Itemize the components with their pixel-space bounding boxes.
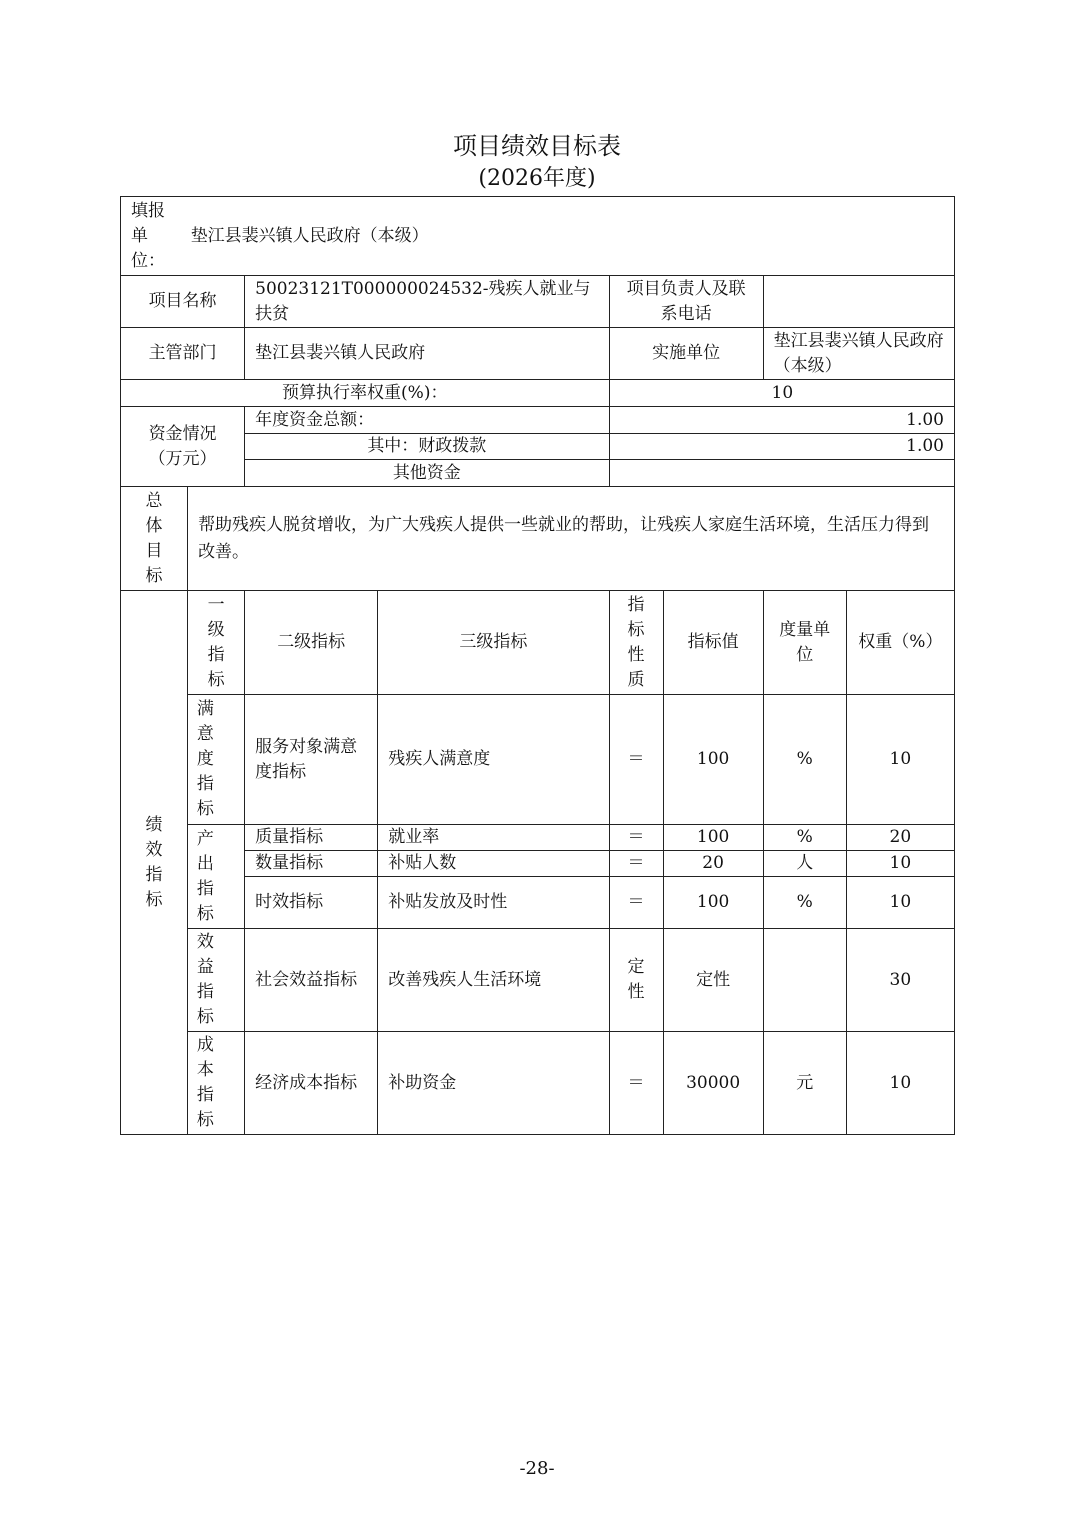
dept-value: 垫江县裴兴镇人民政府 [245,328,609,380]
row-l2: 社会效益指标 [245,929,378,1032]
header-level2: 二级指标 [245,591,378,695]
funds-total-label: 年度资金总额： [245,407,609,434]
overall-goal-row [121,487,955,591]
project-name-label: 项目名称 [121,276,245,328]
row-unit: % [763,695,846,825]
funds-fiscal-row [121,434,955,460]
row-unit [763,929,846,1032]
impl-label: 实施单位 [609,328,763,380]
page-number: -28- [519,1458,555,1479]
perf-label: 绩效指标 [145,814,163,910]
budget-weight-label: 预算执行率权重(%)： [121,380,610,407]
group-benefit: 效益指标 [196,932,214,1027]
row-nature: ＝ [609,877,663,929]
contact-label: 项目负责人及联系电话 [609,276,763,328]
funds-other-label: 其他资金 [245,460,609,487]
department-row [121,328,955,380]
budget-weight-value: 10 [609,380,954,407]
row-weight: 30 [846,929,954,1032]
indicator-header-row [121,591,955,695]
reporting-unit-row [121,197,955,276]
header-nature: 指标性质 [627,594,645,690]
row-value: 100 [663,695,763,825]
group-cost: 成本指标 [196,1035,214,1130]
row-value: 100 [663,877,763,929]
project-name-value: 50023121T000000024532-残疾人就业与扶贫 [245,276,609,328]
page-subtitle: (2026年度) [478,166,596,191]
row-value: 20 [663,851,763,877]
funds-fiscal-value: 1.00 [609,434,954,460]
row-weight: 20 [846,825,954,851]
budget-weight-row [121,380,955,407]
reporting-unit-label: 填报单位： [131,200,165,271]
table-row [121,1032,955,1135]
dept-label: 主管部门 [121,328,245,380]
reporting-unit-value: 垫江县裴兴镇人民政府（本级） [190,225,429,246]
row-unit: 人 [763,851,846,877]
row-unit: % [763,825,846,851]
row-l3: 补贴人数 [378,851,609,877]
row-nature: ＝ [609,695,663,825]
row-value: 定性 [663,929,763,1032]
header-level1: 一级指标 [207,594,225,690]
row-weight: 10 [846,695,954,825]
funds-total-value: 1.00 [609,407,954,434]
performance-target-table [120,196,955,1135]
project-name-row [121,276,955,328]
funds-label: 资金情况（万元） [121,407,245,487]
row-l3: 就业率 [378,825,609,851]
row-nature: ＝ [609,1032,663,1135]
table-row [121,695,955,825]
row-l2: 服务对象满意度指标 [245,695,378,825]
row-l2: 经济成本指标 [245,1032,378,1135]
row-nature: 定性 [627,957,645,1002]
row-weight: 10 [846,1032,954,1135]
row-weight: 10 [846,851,954,877]
contact-value [763,276,954,328]
header-weight: 权重（%） [846,591,954,695]
row-l3: 改善残疾人生活环境 [378,929,609,1032]
table-row [121,851,955,877]
header-value: 指标值 [663,591,763,695]
funds-total-row [121,407,955,434]
row-unit: % [763,877,846,929]
row-unit: 元 [763,1032,846,1135]
group-output: 产出指标 [196,828,214,924]
table-row [121,929,955,1032]
row-nature: ＝ [609,851,663,877]
funds-other-value [609,460,954,487]
impl-value: 垫江县裴兴镇人民政府（本级） [763,328,954,380]
goal-text: 帮助残疾人脱贫增收，为广大残疾人提供一些就业的帮助，让残疾人家庭生活环境，生活压力得到改善。 [188,487,955,591]
row-nature: ＝ [609,825,663,851]
table-row [121,877,955,929]
table-row [121,825,955,851]
page-title: 项目绩效目标表 [453,132,621,160]
row-l3: 补助资金 [378,1032,609,1135]
row-l2: 质量指标 [245,825,378,851]
row-weight: 10 [846,877,954,929]
row-l3: 残疾人满意度 [378,695,609,825]
row-value: 100 [663,825,763,851]
row-l2: 数量指标 [245,851,378,877]
row-l2: 时效指标 [245,877,378,929]
goal-label: 总体目标 [145,490,163,586]
row-l3: 补贴发放及时性 [378,877,609,929]
header-unit: 度量单位 [763,591,846,695]
header-level3: 三级指标 [378,591,609,695]
group-satisfaction: 满意度指标 [196,699,214,819]
funds-other-row [121,460,955,487]
row-value: 30000 [663,1032,763,1135]
funds-fiscal-label: 其中：财政拨款 [245,434,609,460]
